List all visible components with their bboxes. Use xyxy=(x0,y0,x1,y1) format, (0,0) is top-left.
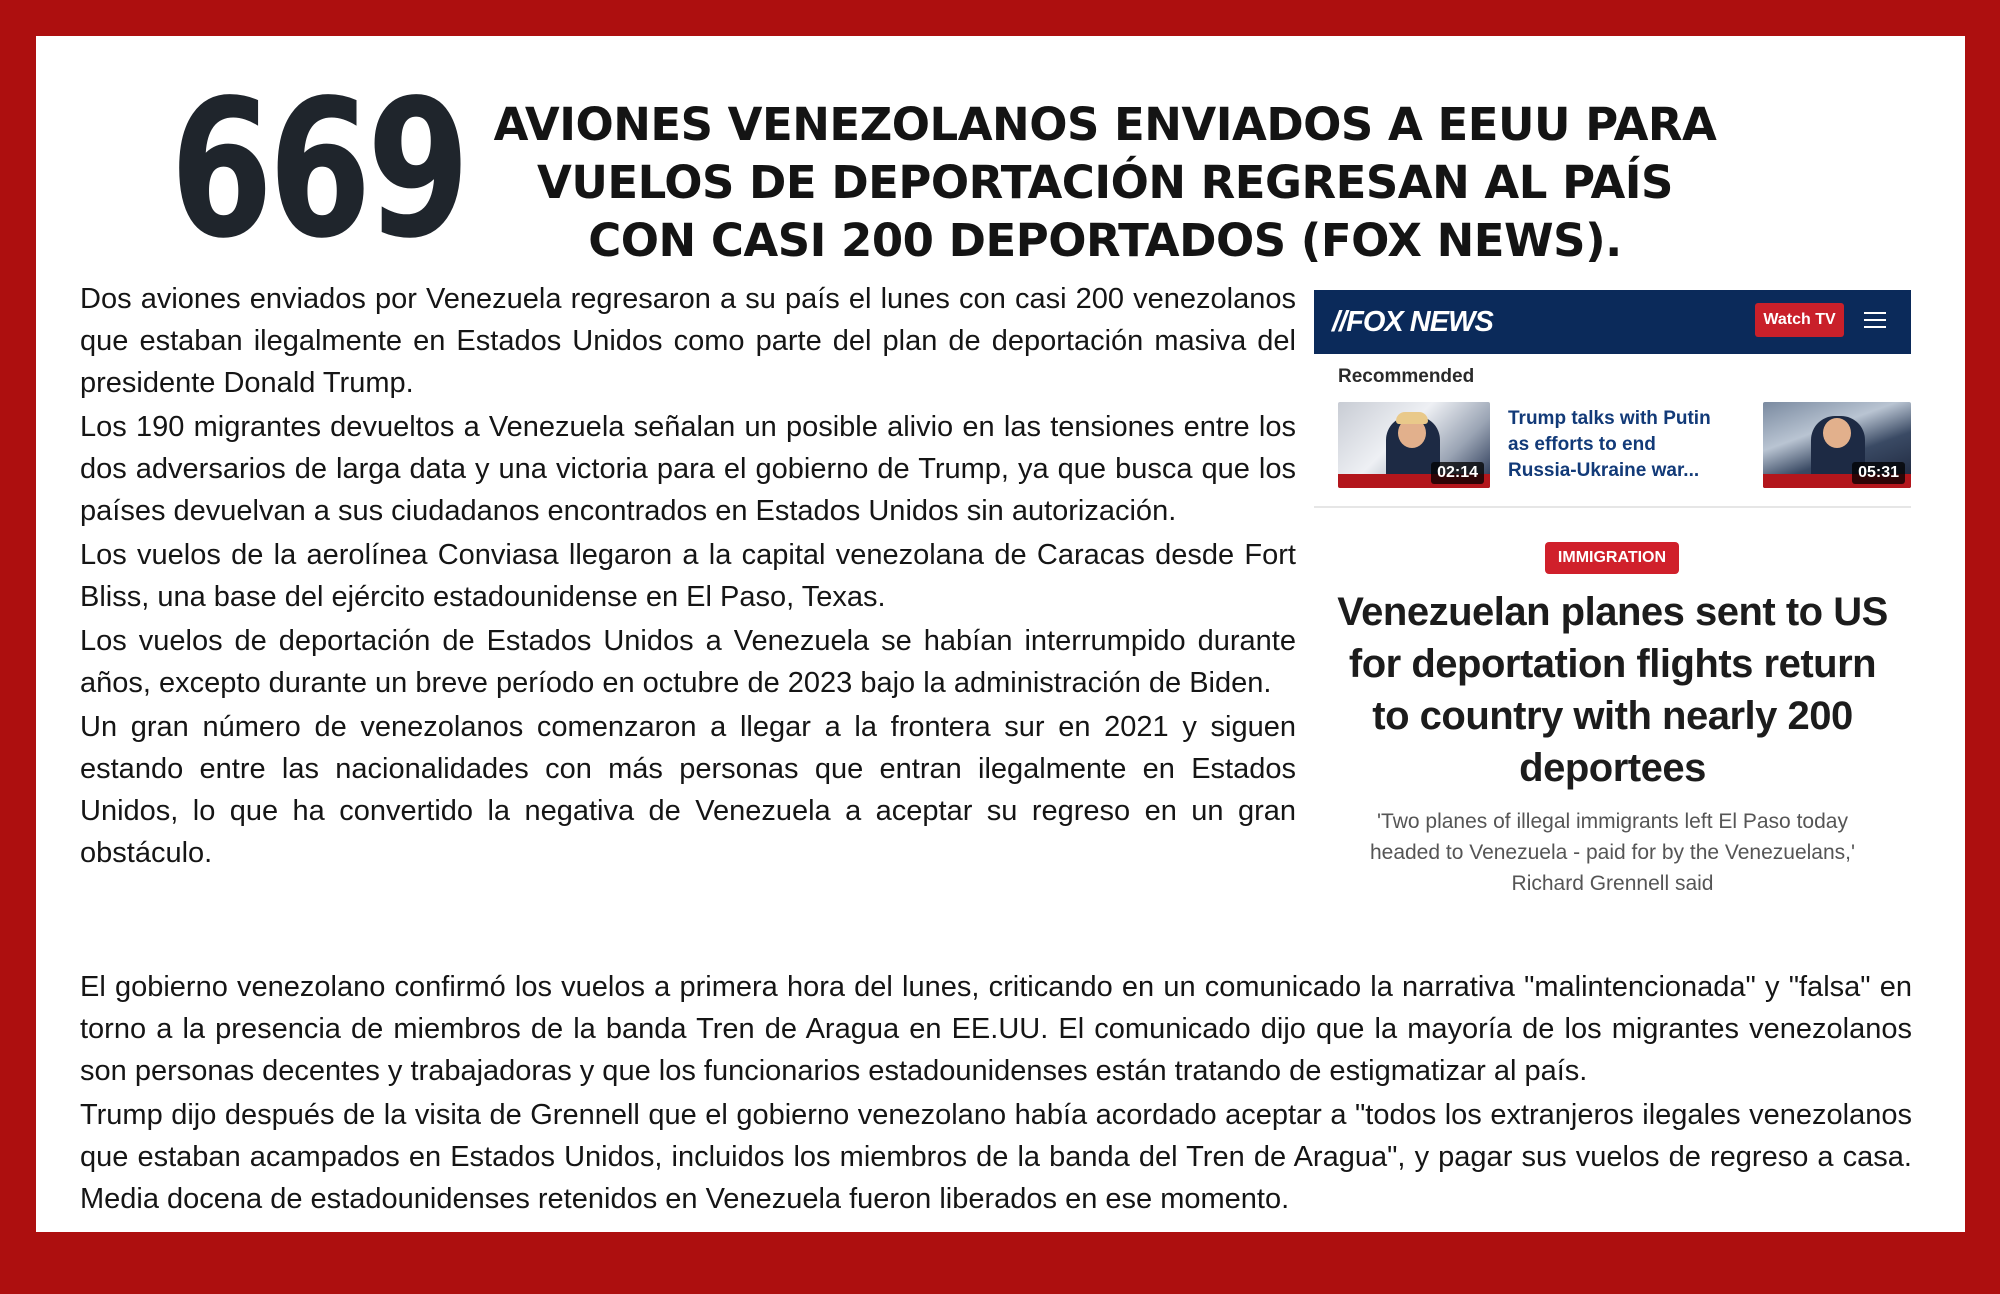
fox-article-quote: 'Two planes of illegal immigrants left El Paso today headed to Venezuela - paid for by the Venezuelans,' Richard Grennell said xyxy=(1369,810,1856,895)
recommended-video-title[interactable]: Trump talks with Putin as efforts to end Russia-Ukraine war... xyxy=(1508,408,1711,481)
fox-news-screenshot xyxy=(1314,290,1911,910)
page-title: AVIONES VENEZOLANOS ENVIADOS A EEUU PARA VUELOS DE DEPORTACIÓN REGRESAN AL PAÍS CON CASI 200 DEPORTADOS (FOX NEWS). xyxy=(493,98,1717,267)
fox-logo-text: FOX NEWS xyxy=(1346,306,1493,338)
category-badge[interactable]: IMMIGRATION xyxy=(1545,542,1679,574)
paragraph: Los 190 migrantes devueltos a Venezuela señalan un posible alivio en las tensiones entre los dos adversarios de larga data y una victoria para el gobierno de Trump, ya que busca que los países devuelvan a sus ciudadanos encontrados en Estados Unidos sin autorización. xyxy=(80,411,1296,527)
paragraph: Trump dijo después de la visita de Grennell que el gobierno venezolano había acordado aceptar a "todos los extranjeros ilegales venezolanos que estaban acampados en Estados Unidos, incluidos los miembros de la banda del Tren de Aragua", y pagar sus vuelos de regreso a casa. Media docena de estadounidenses retenidos en Venezuela fueron liberados en ese momento. xyxy=(80,1099,1912,1215)
article-body-full xyxy=(80,966,1912,1222)
fox-logo-mark: // xyxy=(1332,306,1347,338)
fox-news-logo[interactable] xyxy=(1332,302,1493,342)
paragraph: Los vuelos de deportación de Estados Unidos a Venezuela se habían interrumpido durante años, excepto durante un breve período en octubre de 2023 bajo la administración de Biden. xyxy=(80,625,1296,699)
video-thumbnail[interactable] xyxy=(1338,402,1490,488)
paragraph: El gobierno venezolano confirmó los vuelos a primera hora del lunes, criticando en un comunicado la narrativa "malintencionada" y "falsa" en torno a la presencia de miembros de la banda Tren de Aragua en EE.UU. El comunicado dijo que la mayoría de los migrantes venezolanos son personas decentes y trabajadoras y que los funcionarios estadounidenses están tratando de estigmatizar al país. xyxy=(80,971,1912,1087)
video-duration: 05:31 xyxy=(1852,462,1905,484)
fox-article-headline[interactable]: Venezuelan planes sent to US for deportation flights return to country with nearly 200 deportees xyxy=(1337,590,1888,790)
fox-header-bar xyxy=(1314,290,1911,354)
watch-tv-button[interactable]: Watch TV xyxy=(1755,303,1844,337)
paragraph: Dos aviones enviados por Venezuela regresaron a su país el lunes con casi 200 venezolanos que estaban ilegalmente en Estados Unidos como parte del plan de deportación masiva del presidente Donald Trump. xyxy=(80,283,1296,399)
article-body-column xyxy=(80,278,1296,876)
video-duration: 02:14 xyxy=(1431,462,1484,484)
article-number: 669 xyxy=(170,59,466,280)
hamburger-menu-icon[interactable] xyxy=(1864,312,1886,330)
person-hair xyxy=(1396,412,1428,424)
video-thumbnail[interactable] xyxy=(1763,402,1911,488)
paragraph: Los vuelos de la aerolínea Conviasa llegaron a la capital venezolana de Caracas desde Fort Bliss, una base del ejército estadounidense en El Paso, Texas. xyxy=(80,539,1296,613)
recommended-label: Recommended xyxy=(1338,366,1475,387)
divider xyxy=(1314,506,1911,508)
person-face xyxy=(1823,418,1851,448)
paragraph: Un gran número de venezolanos comenzaron a llegar a la frontera sur en 2021 y siguen estando entre las nacionalidades con más personas que entran ilegalmente en Estados Unidos, lo que ha convertido la negativa de Venezuela a aceptar su regreso en un gran obstáculo. xyxy=(80,711,1296,869)
